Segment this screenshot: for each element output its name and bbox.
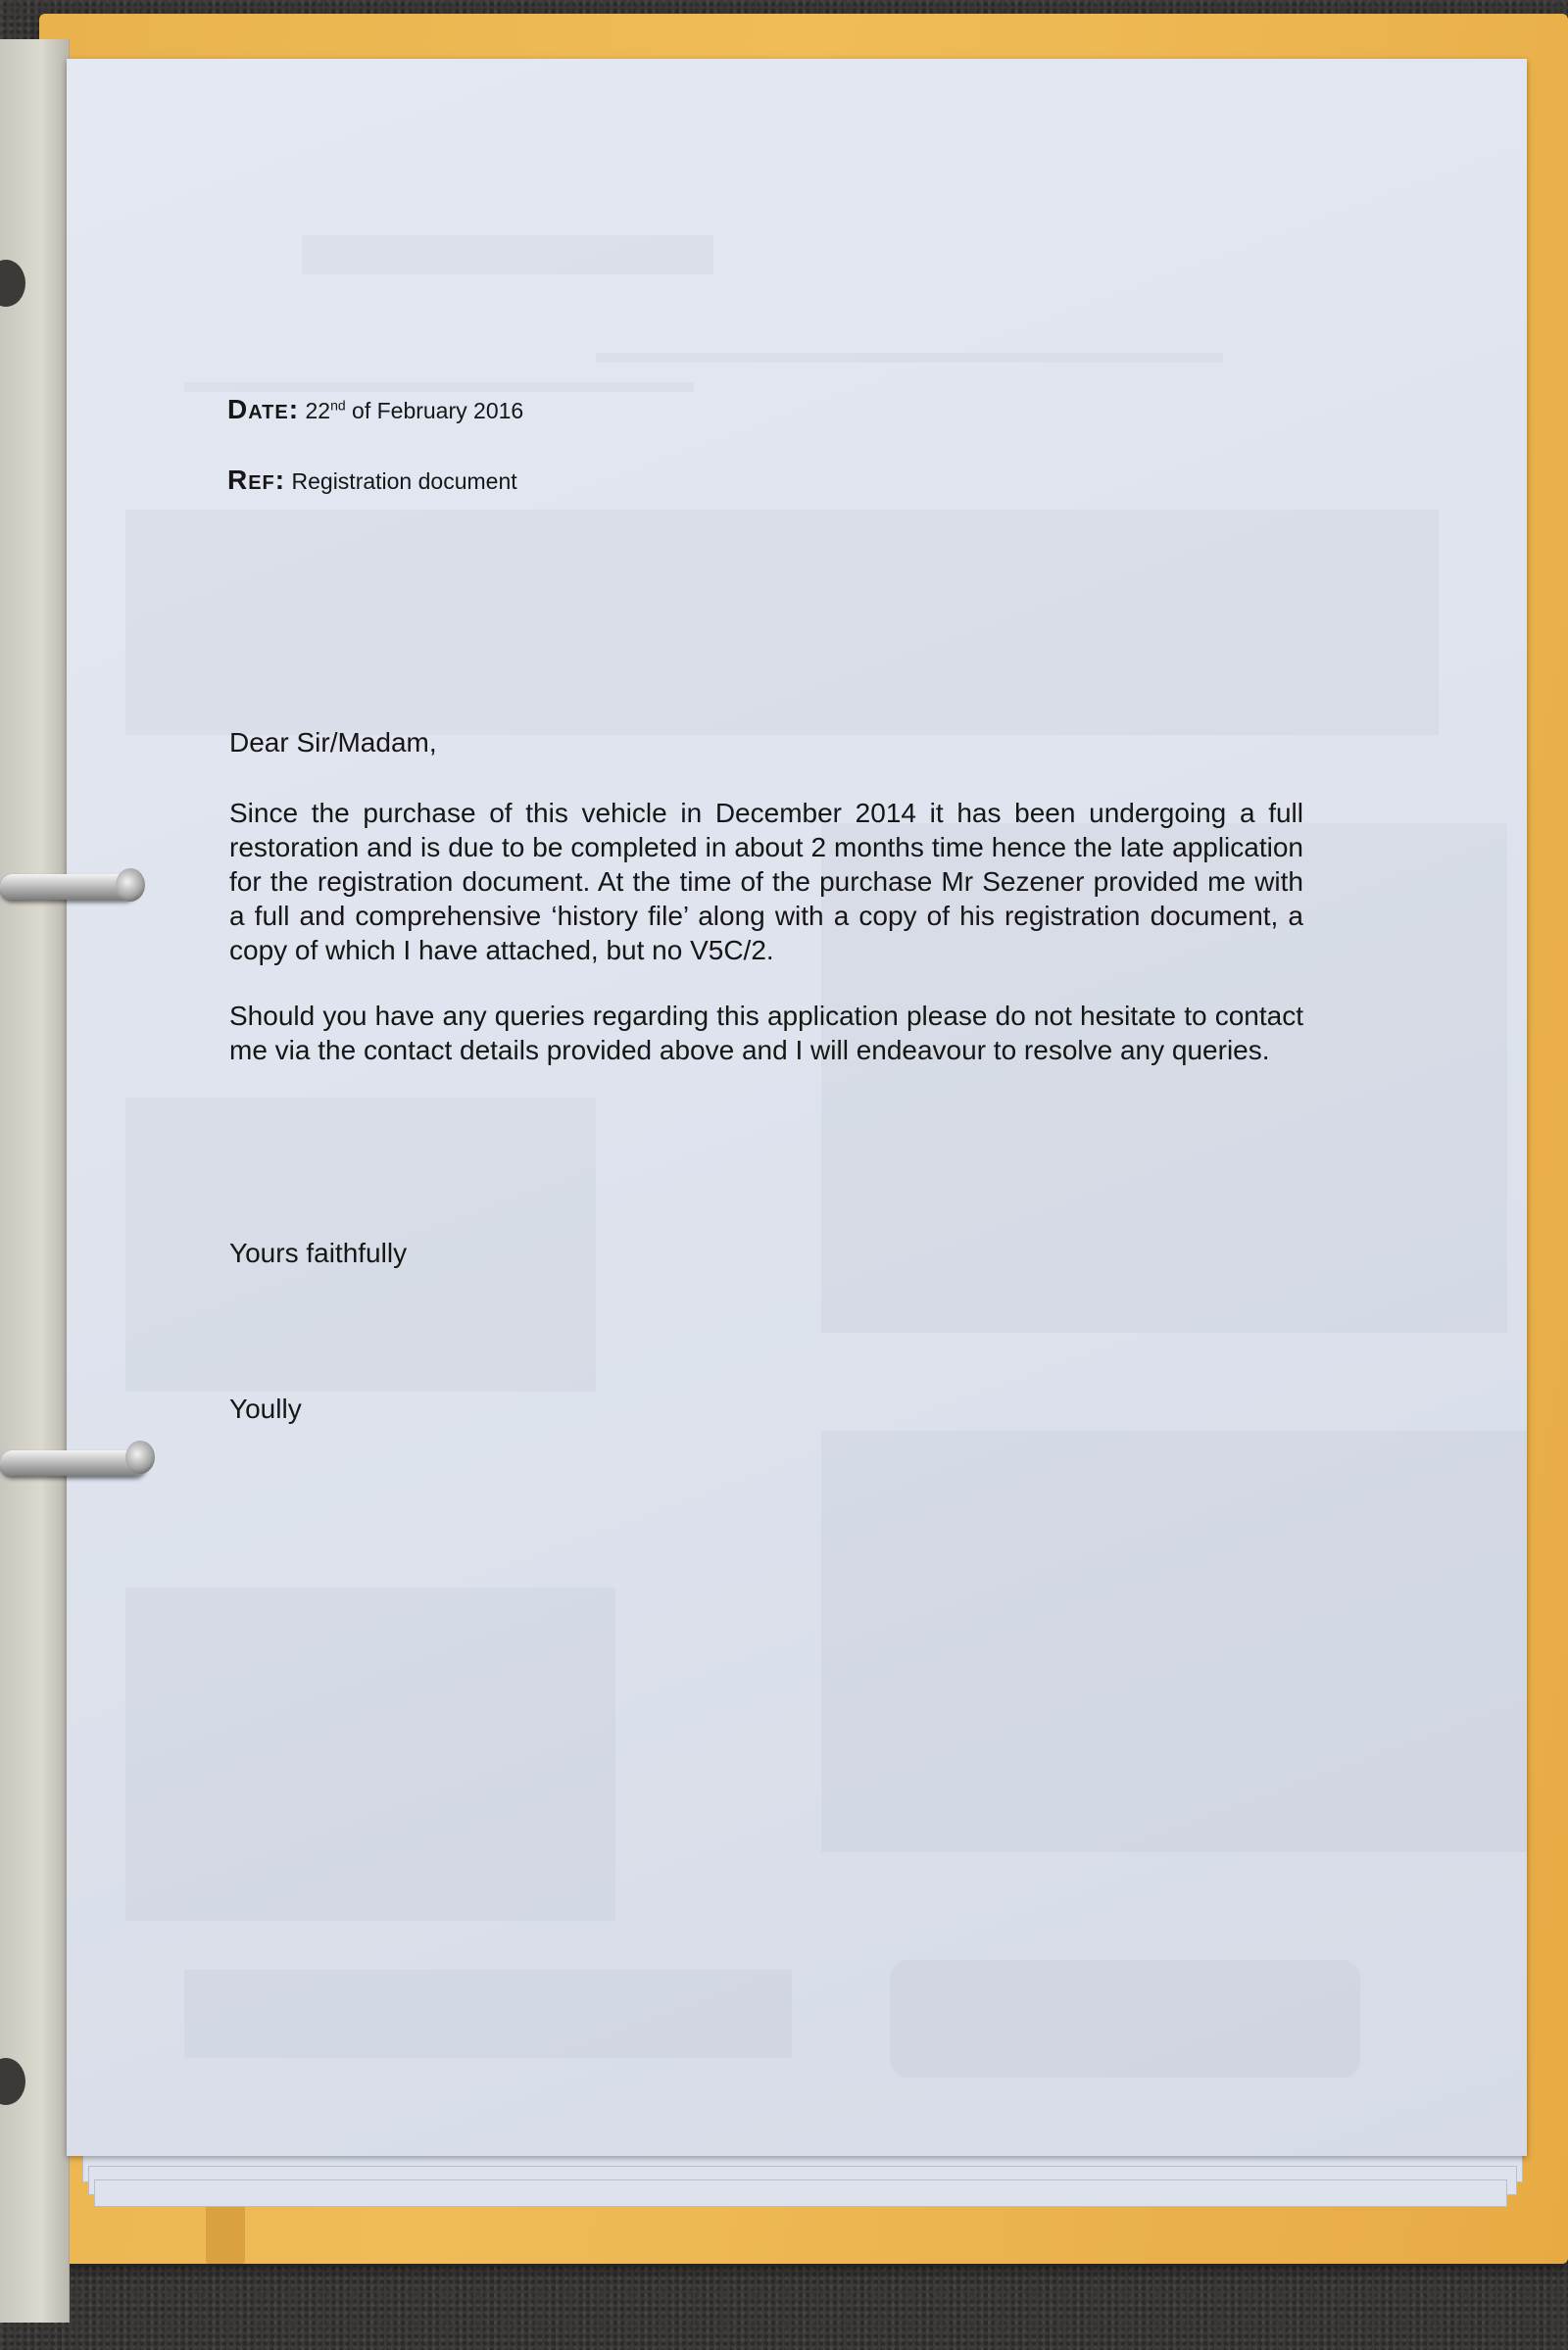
ref-value: Registration document (291, 468, 517, 494)
punch-hole (0, 2058, 25, 2105)
show-through-mark (125, 1588, 615, 1921)
signature: Yoully (229, 1394, 302, 1424)
show-through-mark (596, 353, 1223, 363)
left-page-edge (0, 39, 70, 2323)
date-line: Date: 22nd of February 2016 (227, 394, 524, 424)
date-rest: of February 2016 (345, 398, 524, 423)
letter-paragraph-1: Since the purchase of this vehicle in December 2014 it has been undergoing a full restoration and is due to be completed in about 2 months time hence the late application for the registration document. At the time of the purchase Mr Sezener provided me with a full and comprehensive ‘history file’ along with a copy of his registration document, a copy of which I have attached, but no V5C/2. (229, 798, 1303, 965)
ref-line: Ref: Registration document (227, 465, 517, 495)
date-label: Date (227, 394, 289, 424)
binder-ring-end (116, 868, 145, 902)
binder-spine-strip (206, 2205, 245, 2264)
binder-ring-end (125, 1441, 155, 1474)
show-through-mark (184, 382, 694, 392)
punch-hole (0, 260, 25, 307)
show-through-mark (302, 235, 713, 274)
letter-page (67, 59, 1527, 2156)
ref-label: Ref (227, 465, 275, 495)
show-through-mark (821, 1431, 1527, 1852)
paper-stack-edge (94, 2179, 1507, 2207)
closing: Yours faithfully (229, 1238, 408, 1268)
show-through-mark (184, 1970, 792, 2058)
salutation: Dear Sir/Madam, (229, 727, 437, 758)
date-day: 22 (305, 398, 331, 423)
letter-paragraph-2: Should you have any queries regarding this application please do not hesitate to contact me via the contact details provided above and I will endeavour to resolve any queries. (229, 1001, 1303, 1065)
date-suffix: nd (330, 397, 346, 414)
show-through-mark (890, 1960, 1360, 2078)
show-through-mark (125, 510, 1439, 735)
